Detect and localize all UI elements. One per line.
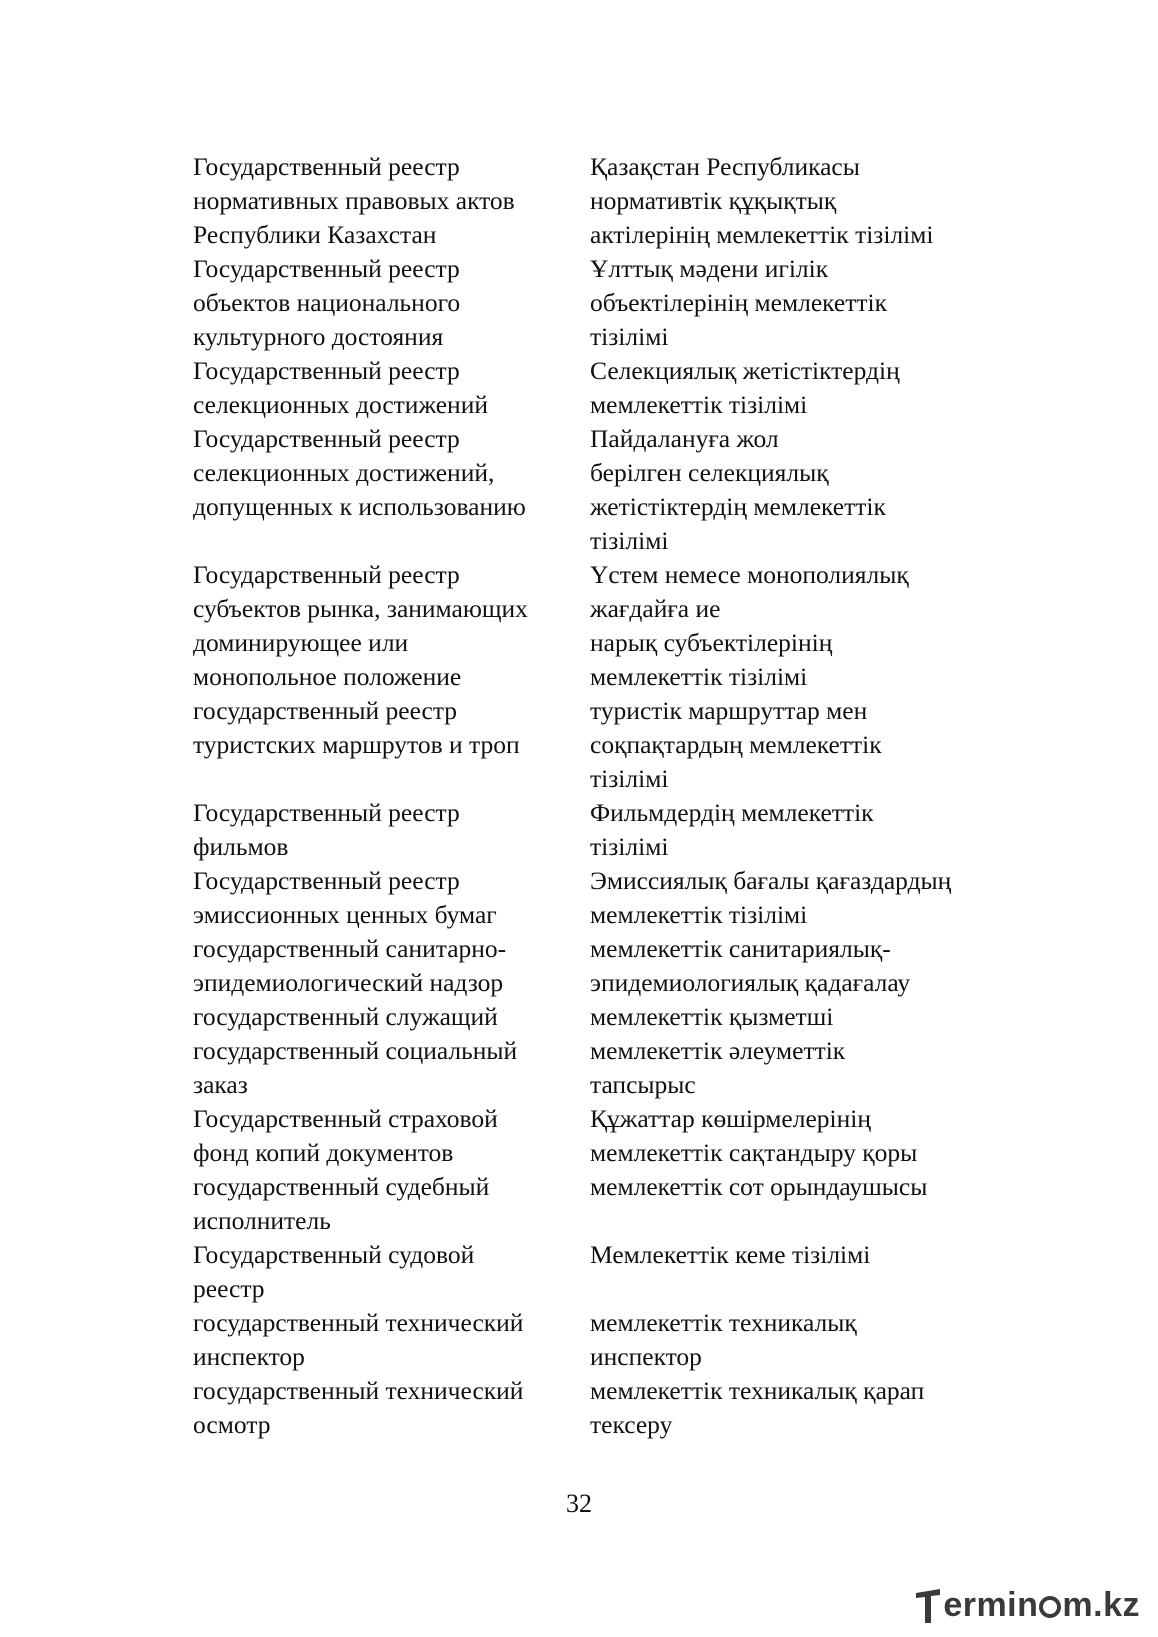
- term-russian-line: монопольное положение: [193, 662, 462, 691]
- term-russian-line: государственный технический: [193, 1376, 524, 1405]
- term-russian: [193, 558, 590, 694]
- term-russian-line: объектов национального: [193, 288, 461, 317]
- term-russian-line: селекционных достижений: [193, 390, 488, 419]
- term-kazakh-line: Пайдалануға жол: [590, 424, 779, 453]
- term-russian-line: государственный служащий: [193, 1002, 498, 1031]
- term-russian-line: государственный социальный: [193, 1036, 518, 1065]
- term-kazakh: [590, 1306, 1010, 1374]
- glossary-entry: [193, 1238, 1013, 1306]
- glossary-entry: [193, 932, 1013, 1000]
- term-kazakh: [590, 150, 1010, 252]
- glossary-entry: [193, 864, 1013, 932]
- term-russian-line: Государственный реестр: [193, 866, 460, 895]
- term-russian-line: Государственный реестр: [193, 560, 460, 589]
- term-russian: [193, 1238, 590, 1306]
- term-russian-line: фонд копий документов: [193, 1138, 454, 1167]
- term-russian: [193, 932, 590, 1000]
- glossary-entry: [193, 1000, 1013, 1034]
- term-russian: [193, 694, 590, 796]
- term-kazakh-line: тізілімі: [590, 764, 669, 793]
- term-kazakh-line: жетістіктердің мемлекеттік: [590, 492, 886, 521]
- page-number: 32: [566, 1489, 592, 1518]
- term-russian: [193, 864, 590, 932]
- term-kazakh: [590, 1102, 1010, 1170]
- term-kazakh-line: мемлекеттік техникалық қарап: [590, 1376, 925, 1405]
- glossary-entry: [193, 252, 1013, 354]
- term-russian: [193, 252, 590, 354]
- term-kazakh-line: тексеру: [590, 1410, 673, 1439]
- term-kazakh: [590, 354, 1010, 422]
- term-russian-line: культурного достояния: [193, 322, 444, 351]
- term-russian-line: доминирующее или: [193, 628, 409, 657]
- term-kazakh-line: Селекциялық жетістіктердің: [590, 356, 900, 385]
- terminkom-watermark-logo: [914, 1585, 1140, 1625]
- term-kazakh-line: мемлекеттік әлеуметтік: [590, 1036, 846, 1065]
- term-kazakh-line: объектілерінің мемлекеттік: [590, 288, 887, 317]
- term-kazakh-line: соқпақтардың мемлекеттік: [590, 730, 882, 759]
- term-kazakh: [590, 1000, 1010, 1034]
- term-russian-line: Государственный судовой: [193, 1240, 475, 1269]
- watermark-text-suffix: m.kz: [1062, 1585, 1140, 1624]
- glossary-entry: [193, 422, 1013, 558]
- term-kazakh: [590, 1238, 1010, 1306]
- term-kazakh: [590, 932, 1010, 1000]
- term-kazakh-line: мемлекеттік сот орындаушысы: [590, 1172, 928, 1201]
- glossary-entry: [193, 354, 1013, 422]
- term-russian-line: [193, 524, 590, 558]
- term-kazakh: [590, 1170, 1010, 1238]
- glossary-entry: [193, 796, 1013, 864]
- term-russian: [193, 1170, 590, 1238]
- term-kazakh-line: тізілімі: [590, 832, 669, 861]
- term-kazakh: [590, 796, 1010, 864]
- glossary-entry: [193, 1374, 1013, 1442]
- term-russian: [193, 1102, 590, 1170]
- glossary-entry: [193, 1102, 1013, 1170]
- term-russian: [193, 150, 590, 252]
- glossary-entry: [193, 694, 1013, 796]
- term-kazakh-line: [590, 1272, 1010, 1306]
- term-kazakh-line: тапсырыс: [590, 1070, 696, 1099]
- term-kazakh-line: Үстем немесе монополиялық: [590, 560, 909, 589]
- term-kazakh: [590, 558, 1010, 694]
- term-russian-line: допущенных к использованию: [193, 492, 526, 521]
- term-kazakh-line: Фильмдердің мемлекеттік: [590, 798, 874, 827]
- term-russian-line: селекционных достижений,: [193, 458, 495, 487]
- glossary-table: [193, 150, 1013, 1442]
- term-kazakh-line: тізілімі: [590, 322, 669, 351]
- term-russian-line: нормативных правовых актов: [193, 186, 515, 215]
- term-russian-line: субъектов рынка, занимающих: [193, 594, 528, 623]
- term-russian-line: государственный санитарно-: [193, 934, 507, 963]
- term-kazakh-line: мемлекеттік тізілімі: [590, 662, 808, 691]
- term-kazakh-line: нормативтік құқықтық: [590, 186, 837, 215]
- term-kazakh-line: инспектор: [590, 1342, 702, 1371]
- term-kazakh: [590, 1374, 1010, 1442]
- term-kazakh-line: туристік маршруттар мен: [590, 696, 868, 725]
- term-kazakh-line: эпидемиологиялық қадағалау: [590, 968, 911, 997]
- term-kazakh-line: актілерінің мемлекеттік тізілімі: [590, 220, 934, 249]
- term-russian-line: эпидемиологический надзор: [193, 968, 504, 997]
- term-kazakh-line: Эмиссиялық бағалы қағаздардың: [590, 866, 952, 895]
- watermark-o-icon: [1039, 1596, 1061, 1618]
- term-kazakh-line: [590, 1204, 1010, 1238]
- term-russian-line: государственный технический: [193, 1308, 524, 1337]
- term-kazakh-line: мемлекеттік сақтандыру қоры: [590, 1138, 918, 1167]
- term-russian-line: инспектор: [193, 1342, 305, 1371]
- term-russian-line: Государственный реестр: [193, 356, 460, 385]
- term-kazakh-line: Ұлттық мәдени игілік: [590, 254, 829, 283]
- glossary-entry: [193, 150, 1013, 252]
- term-kazakh-line: Құжаттар көшірмелерінің: [590, 1104, 872, 1133]
- term-russian: [193, 1306, 590, 1374]
- term-russian-line: [193, 762, 590, 796]
- term-russian-line: Государственный реестр: [193, 798, 460, 827]
- term-kazakh-line: Қазақстан Республикасы: [590, 152, 860, 181]
- glossary-entry: [193, 558, 1013, 694]
- term-russian-line: государственный судебный: [193, 1172, 490, 1201]
- term-kazakh-line: тізілімі: [590, 526, 669, 555]
- term-russian-line: осмотр: [193, 1410, 271, 1439]
- term-kazakh-line: нарық субъектілерінің: [590, 628, 833, 657]
- term-kazakh-line: мемлекеттік техникалық: [590, 1308, 857, 1337]
- term-russian-line: Республики Казахстан: [193, 220, 437, 249]
- term-kazakh: [590, 252, 1010, 354]
- term-kazakh: [590, 864, 1010, 932]
- term-russian: [193, 1000, 590, 1034]
- term-russian-line: туристских маршрутов и троп: [193, 730, 520, 759]
- term-russian-line: заказ: [193, 1070, 248, 1099]
- term-russian-line: Государственный страховой: [193, 1104, 498, 1133]
- term-russian-line: фильмов: [193, 832, 289, 861]
- term-kazakh: [590, 422, 1010, 558]
- term-kazakh-line: жағдайға ие: [590, 594, 721, 623]
- term-kazakh-line: мемлекеттік санитариялық-: [590, 934, 891, 963]
- term-russian: [193, 1374, 590, 1442]
- term-russian: [193, 422, 590, 558]
- watermark-t-icon: [914, 1585, 942, 1625]
- term-russian-line: эмиссионных ценных бумаг: [193, 900, 497, 929]
- term-russian-line: исполнитель: [193, 1206, 331, 1235]
- glossary-entry: [193, 1170, 1013, 1238]
- term-russian-line: реестр: [193, 1274, 265, 1303]
- term-kazakh-line: берілген селекциялық: [590, 458, 829, 487]
- term-kazakh: [590, 1034, 1010, 1102]
- term-kazakh-line: мемлекеттік тізілімі: [590, 900, 808, 929]
- term-russian: [193, 796, 590, 864]
- term-russian: [193, 1034, 590, 1102]
- term-kazakh-line: мемлекеттік қызметші: [590, 1002, 834, 1031]
- glossary-entry: [193, 1306, 1013, 1374]
- watermark-text-prefix: ermin: [943, 1585, 1039, 1624]
- term-russian-line: Государственный реестр: [193, 152, 460, 181]
- term-russian-line: Государственный реестр: [193, 254, 460, 283]
- glossary-entry: [193, 1034, 1013, 1102]
- term-kazakh-line: мемлекеттік тізілімі: [590, 390, 808, 419]
- term-kazakh-line: Мемлекеттік кеме тізілімі: [590, 1240, 871, 1269]
- term-russian-line: государственный реестр: [193, 696, 458, 725]
- term-russian-line: Государственный реестр: [193, 424, 460, 453]
- term-kazakh: [590, 694, 1010, 796]
- term-russian: [193, 354, 590, 422]
